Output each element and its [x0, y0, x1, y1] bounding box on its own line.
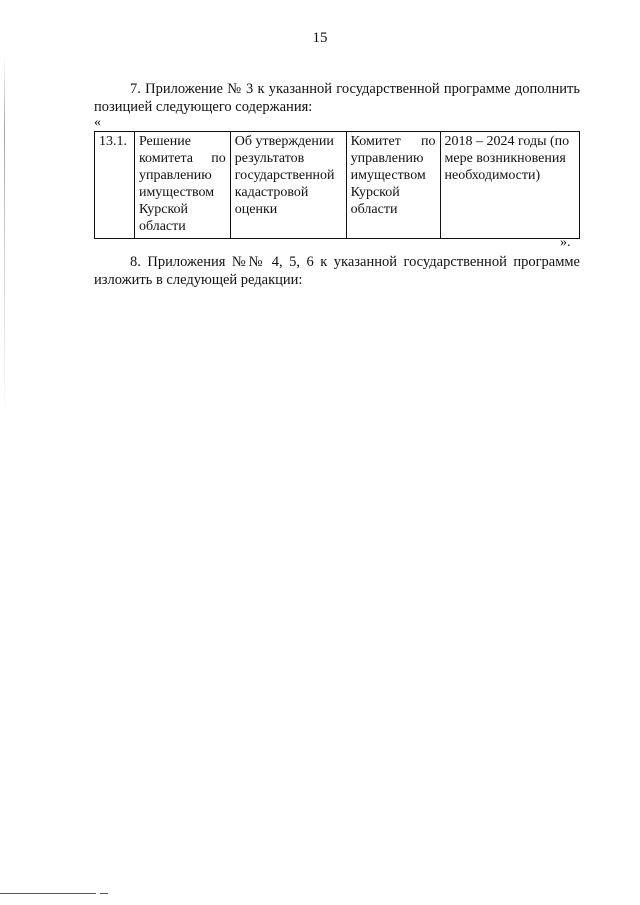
inserted-position-table	[94, 131, 580, 239]
cell-act-title: Об утверждении результатов государственной кадастровой оценки	[230, 132, 346, 239]
closing-quote: ».	[560, 235, 571, 250]
table-row	[95, 132, 580, 239]
paragraph-7: 7. Приложение № 3 к указанной государственной программе дополнить позицией следующего содержания:	[94, 81, 580, 115]
cell-term: 2018 – 2024 годы (по мере возникновения необходимости)	[440, 132, 580, 239]
scan-artifact-left	[4, 55, 5, 425]
cell-document-name: Решение комитета по управлению имуществом Курской области	[134, 132, 230, 239]
cell-number: 13.1.	[95, 132, 135, 239]
paragraph-8: 8. Приложения №№ 4, 5, 6 к указанной государственной программе изложить в следующей редакции:	[94, 254, 580, 288]
opening-quote: «	[94, 115, 101, 130]
scan-artifact-bottom	[0, 893, 96, 894]
page-number: 15	[312, 30, 328, 46]
scan-artifact-bottom-small	[100, 893, 108, 894]
cell-responsible: Комитет по управлению имуществом Курской области	[346, 132, 440, 239]
